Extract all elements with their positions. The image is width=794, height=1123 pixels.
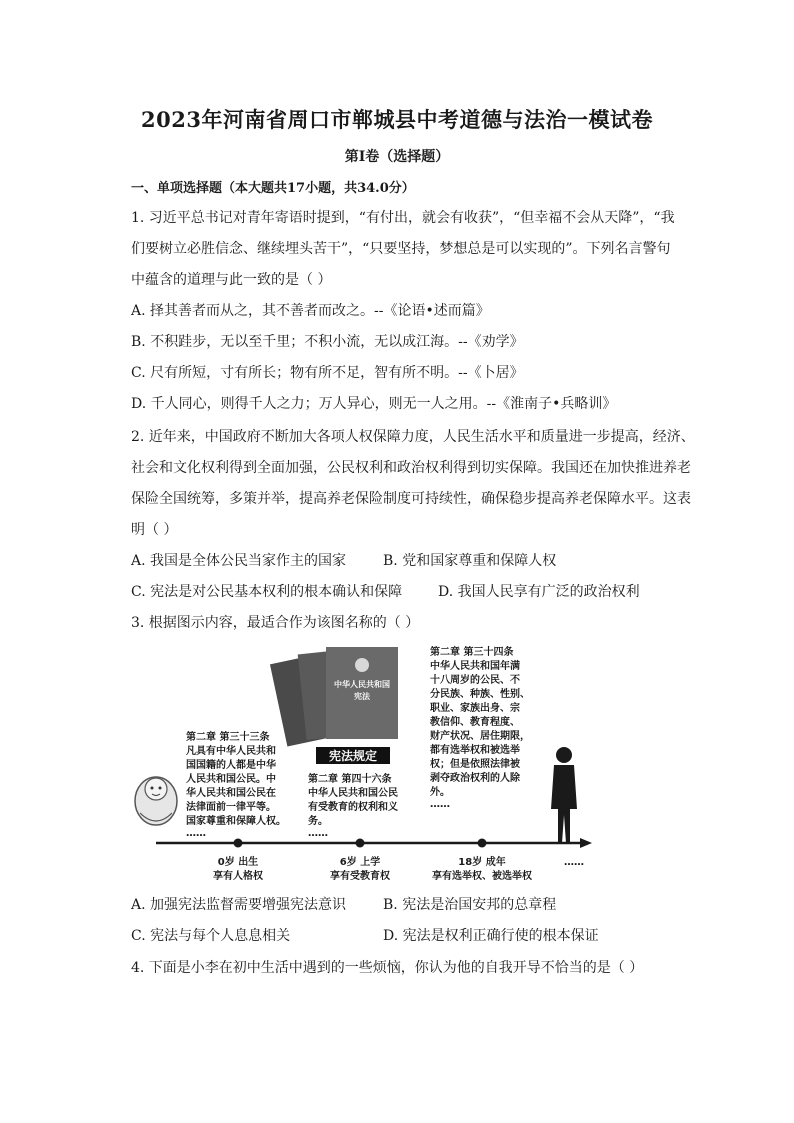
timeline-right-adult: 享有选举权、被选举权 [432,871,532,882]
art33-line: 凡具有中华人民共和 [186,746,276,757]
timeline-dot-birth [234,839,243,848]
q2-stem-line1: 2. 近年来，中国政府不断加大各项人权保障力度，人民生活水平和质量进一步提高，经济、 [131,429,695,445]
timeline-right-school: 享有受教育权 [330,871,390,882]
q1-stem-line1: 1. 习近平总书记对青年寄语时提到，“有付出，就会有收获”，“但幸福不会从天降”，“我 [131,210,675,226]
art34-line: 财产状况、居住期限， [430,731,530,742]
constitution-books-icon [270,647,398,747]
timeline-right-birth: 享有人格权 [213,871,263,882]
art34-line: …… [430,799,450,810]
constitution-timeline-figure [130,643,600,883]
art33-line: 人民共和国公民。中 [186,774,276,785]
book-title-line2: 宪法 [354,692,370,701]
q1-option-c: C. 尺有所短，寸有所长；物有所不足，智有所不明。--《卜居》 [131,365,524,381]
art34-line: 第二章 第三十四条 [430,647,514,658]
q3-option-c: C. 宪法与每个人息息相关 [131,928,291,944]
timeline-arrow [580,838,592,848]
part-title: 第Ⅰ卷（选择题） [344,149,450,165]
art34-line: 外。 [430,787,450,798]
q2-stem-line2: 社会和文化权利得到全面加强，公民权利和政治权利得到切实保障。我国还在加快推进养老 [131,460,691,476]
art46-line: …… [308,828,328,839]
art34-line: 剥夺政治权利的人除 [430,773,520,784]
timeline-age-school: 6岁 上学 [339,857,381,868]
art33-line: 国国籍的人都是中华 [186,760,276,771]
art46-line: 中华人民共和国公民 [308,788,398,799]
q2-option-d: D. 我国人民享有广泛的政治权利 [438,584,640,600]
art34-line: 都有选举权和被选举 [430,745,520,756]
art34-line: 教信仰、教育程度、 [430,717,520,728]
art46-line: 有受教育的权利和义 [308,802,398,813]
q1-option-d: D. 千人同心，则得千人之力；万人异心，则无一人之用。--《淮南子•兵略训》 [131,396,617,412]
q3-stem: 3. 根据图示内容，最适合作为该图名称的（ ） [131,615,420,631]
art34-line: 中华人民共和国年满 [430,661,520,672]
timeline-ellipsis: …… [564,857,584,868]
art34-line: 权；但是依照法律被 [430,759,520,770]
q2-option-b: B. 党和国家尊重和保障人权 [383,553,557,569]
baby-illustration-icon [135,777,177,825]
q2-stem-line3: 保险全国统筹，多策并举，提高养老保险制度可持续性，确保稳步提高养老保障水平。这表 [131,491,691,507]
q1-stem-line2: 们要树立必胜信念、继续埋头苦干”，“只要坚持，梦想总是可以实现的”。下列名言警句 [131,241,671,257]
art34-line: 职业、家族出身、宗 [430,703,520,714]
art46-line: 第二章 第四十六条 [308,774,392,785]
banner-label: 宪法规定 [328,749,378,763]
art33-line: …… [186,828,206,839]
article-33-text [186,730,286,839]
q2-option-c: C. 宪法是对公民基本权利的根本确认和保障 [131,584,403,600]
article-34-text [429,645,530,810]
art33-line: 华人民共和国公民在 [186,788,276,799]
section-heading: 一、单项选择题（本大题共17小题，共34.0分） [131,181,415,196]
q2-option-a: A. 我国是全体公民当家作主的国家 [131,553,347,569]
q1-option-a: A. 择其善者而从之，其不善者而改之。--《论语•述而篇》 [131,303,490,319]
q4-stem: 4. 下面是小李在初中生活中遇到的一些烦恼，你认为他的自我开导不恰当的是（ ） [131,960,644,976]
article-46-text [308,772,398,839]
q1-option-b: B. 不积跬步，无以至千里；不积小流，无以成江海。--《劝学》 [131,334,524,350]
timeline-age-adult: 18岁 成年 [458,857,506,868]
q1-stem-line3: 中蕴含的道理与此一致的是（ ） [131,272,332,288]
exam-title: 2023年河南省周口市郸城县中考道德与法治一模试卷 [141,107,653,132]
q3-option-d: D. 宪法是权利正确行使的根本保证 [383,928,599,944]
art33-line: 国家尊重和保障人权。 [186,816,286,827]
timeline-age-birth: 0岁 出生 [217,857,259,868]
book-title-line1: 中华人民共和国 [334,680,390,689]
art33-line: 第二章 第三十三条 [186,732,270,743]
q2-stem-line4: 明（ ） [131,522,178,538]
art33-line: 法律面前一律平等。 [186,802,276,813]
art34-line: 十八周岁的公民、不 [430,675,520,686]
q3-option-a: A. 加强宪法监督需要增强宪法意识 [131,897,347,913]
adult-silhouette-icon [551,747,577,843]
art46-line: 务。 [308,816,328,827]
timeline-dot-adult [478,839,487,848]
q3-option-b: B. 宪法是治国安邦的总章程 [383,897,557,913]
art34-line: 分民族、种族、性别、 [430,689,530,700]
timeline-dot-school [356,839,365,848]
